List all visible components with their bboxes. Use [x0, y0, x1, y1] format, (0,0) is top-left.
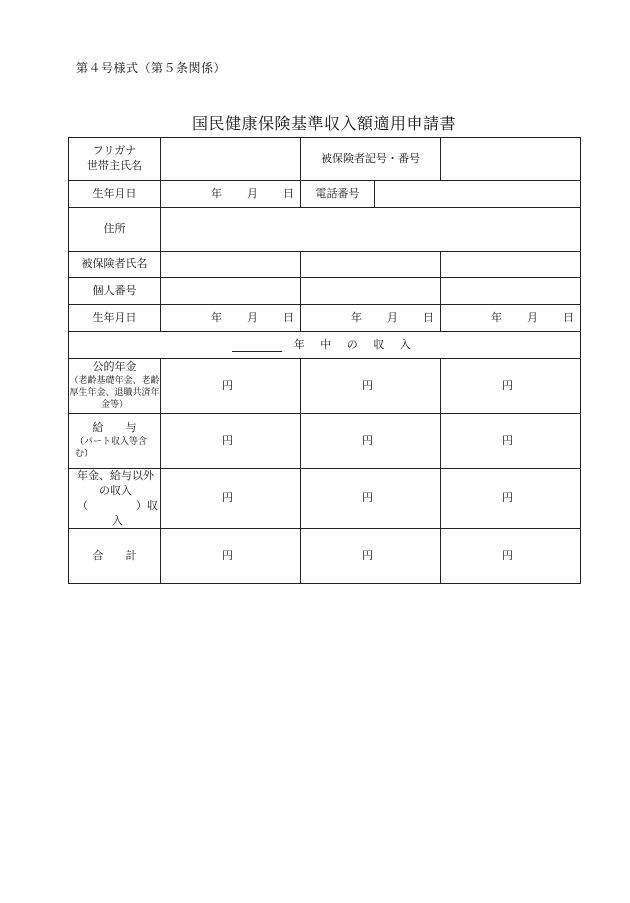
address-field[interactable] [161, 208, 581, 252]
income-year-char: の [346, 337, 358, 351]
insured-name-field-3[interactable] [441, 252, 581, 278]
birth-date-label: 生年月日 [69, 181, 161, 208]
month-label: 月 [387, 310, 398, 324]
day-label: 日 [283, 186, 294, 200]
salary-amount-3[interactable]: 円 [441, 414, 581, 469]
other-income-amount-1[interactable]: 円 [161, 469, 301, 529]
other-income-label-cell [69, 469, 161, 529]
public-pension-label: 公的年金 [92, 360, 137, 374]
personal-number-field-2[interactable] [301, 278, 441, 305]
form-title: 国民健康保険基準収入額適用申請書 [191, 114, 456, 133]
income-year-char: 入 [399, 337, 411, 351]
month-label: 月 [527, 310, 538, 324]
application-form-table [68, 137, 581, 584]
salary-label-cell [69, 414, 161, 469]
insured-symbol-number-label: 被保険者記号・番号 [301, 138, 441, 181]
public-pension-note: （老齢基礎年金、老齢厚生年金、退職共済年金等） [69, 376, 160, 411]
year-label: 年 [211, 186, 222, 200]
householder-name-field[interactable] [161, 138, 301, 181]
income-year-char: 中 [320, 337, 332, 351]
month-label: 月 [247, 186, 258, 200]
insured-symbol-number-field[interactable] [441, 138, 581, 181]
insured-birth-date-label: 生年月日 [69, 305, 161, 332]
total-amount-1[interactable]: 円 [161, 529, 301, 584]
day-label: 日 [423, 310, 434, 324]
total-amount-3[interactable]: 円 [441, 529, 581, 584]
householder-label-cell [69, 138, 161, 181]
salary-amount-2[interactable]: 円 [301, 414, 441, 469]
year-label: 年 [351, 310, 362, 324]
other-income-amount-2[interactable]: 円 [301, 469, 441, 529]
year-label: 年 [211, 310, 222, 324]
furigana-label: フリガナ [92, 144, 137, 158]
insured-birth-date-field-2[interactable] [301, 305, 441, 332]
other-income-paren-close: ）収入 [112, 498, 158, 527]
salary-amount-1[interactable]: 円 [161, 414, 301, 469]
insured-birth-date-field-1[interactable] [161, 305, 301, 332]
public-pension-amount-2[interactable]: 円 [301, 359, 441, 414]
income-year-char: 収 [373, 337, 385, 351]
form-number: 第４号様式（第５条関係） [76, 61, 227, 75]
phone-number-field[interactable] [375, 181, 581, 208]
income-year-header [69, 332, 581, 359]
total-label: 合 計 [69, 529, 161, 584]
year-label: 年 [491, 310, 502, 324]
insured-name-field-2[interactable] [301, 252, 441, 278]
householder-birth-date-field[interactable] [161, 181, 301, 208]
other-income-label: 年金、給与以外の収入 [77, 469, 154, 497]
insured-name-label: 被保険者氏名 [69, 252, 161, 278]
salary-label: 給 与 [92, 421, 137, 435]
public-pension-label-cell [69, 359, 161, 414]
personal-number-field-3[interactable] [441, 278, 581, 305]
income-year-char: 年 [293, 337, 305, 351]
day-label: 日 [283, 310, 294, 324]
address-label: 住所 [69, 208, 161, 252]
householder-name-label: 世帯主氏名 [87, 159, 142, 172]
personal-number-label: 個人番号 [69, 278, 161, 305]
total-amount-2[interactable]: 円 [301, 529, 441, 584]
day-label: 日 [563, 310, 574, 324]
income-year-blank[interactable] [232, 340, 282, 352]
month-label: 月 [247, 310, 258, 324]
public-pension-amount-1[interactable]: 円 [161, 359, 301, 414]
public-pension-amount-3[interactable]: 円 [441, 359, 581, 414]
personal-number-field-1[interactable] [161, 278, 301, 305]
phone-number-label: 電話番号 [301, 181, 375, 208]
other-income-amount-3[interactable]: 円 [441, 469, 581, 529]
insured-birth-date-field-3[interactable] [441, 305, 581, 332]
other-income-paren-open: （ [77, 498, 88, 512]
insured-name-field-1[interactable] [161, 252, 301, 278]
salary-note: （パート収入等含む） [75, 437, 148, 460]
